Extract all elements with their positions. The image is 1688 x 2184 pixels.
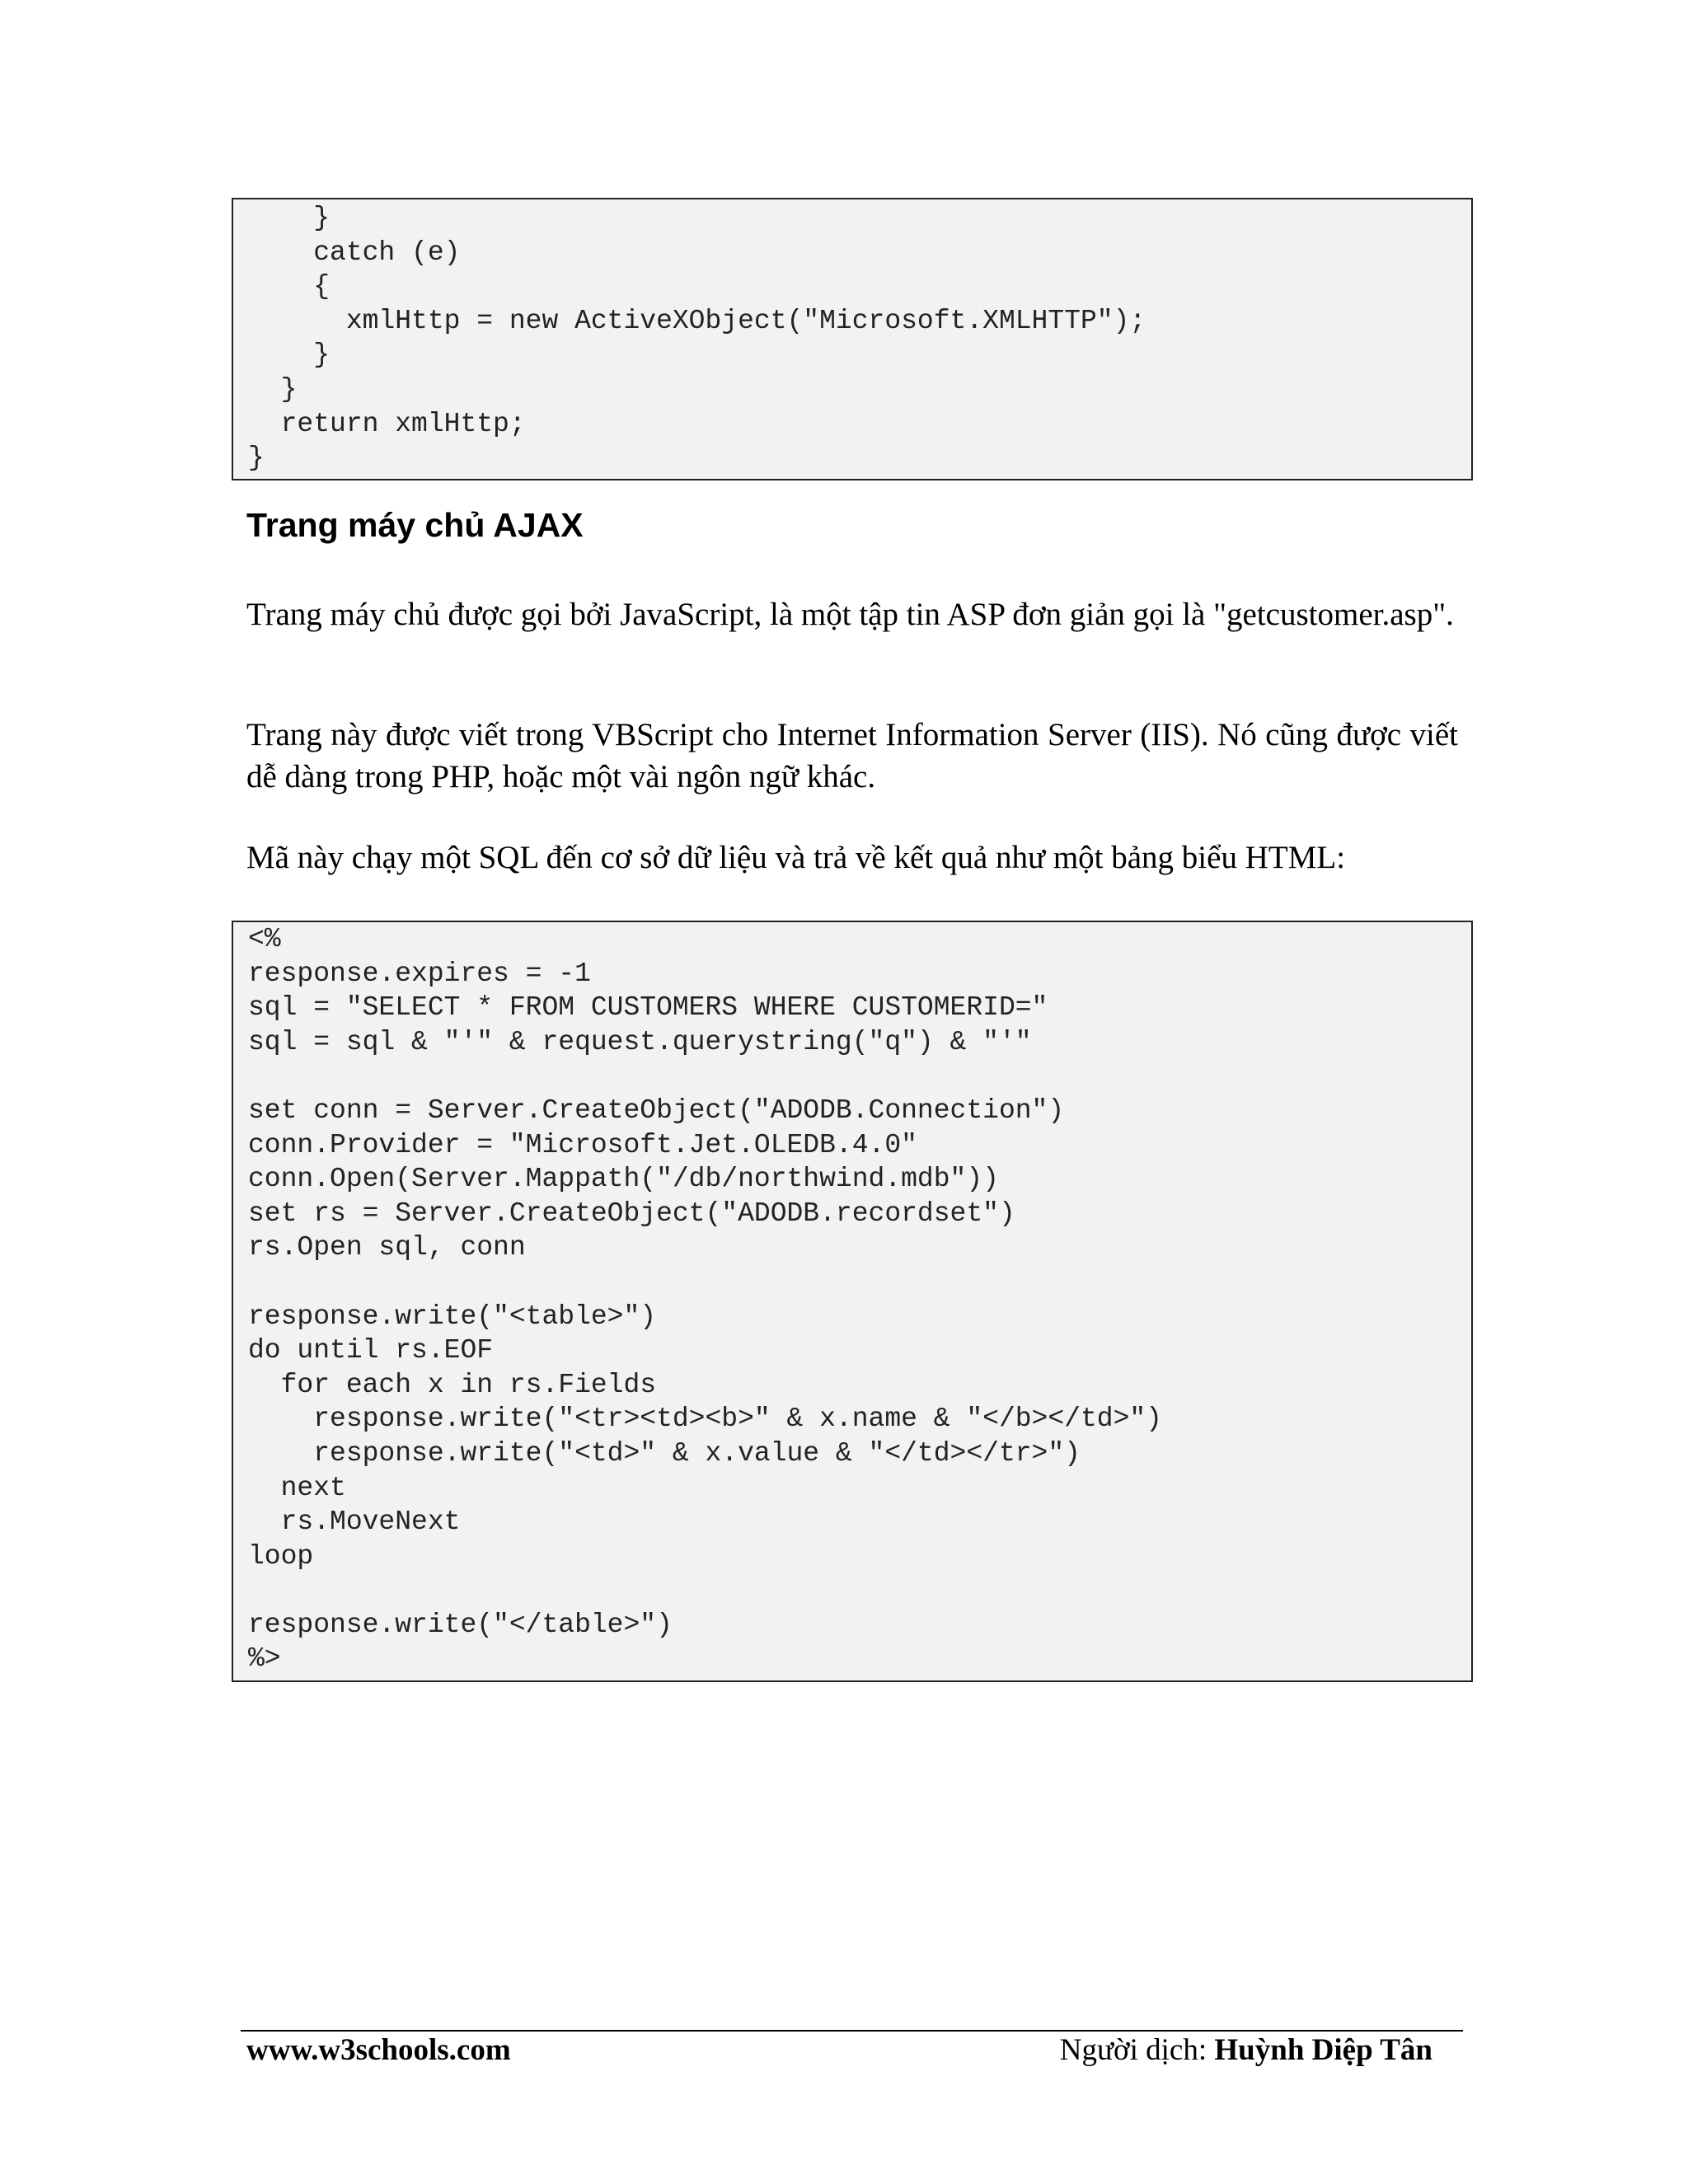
- code-line: }: [248, 373, 298, 405]
- paragraph-1: Trang máy chủ được gọi bởi JavaScript, là một tập tin ASP đơn giản gọi là "getcustomer.asp".: [246, 597, 1454, 632]
- code-line: next: [248, 1472, 346, 1503]
- code-line: {: [248, 271, 331, 302]
- code-line: conn.Open(Server.Mappath("/db/northwind.mdb")): [248, 1164, 999, 1195]
- code-block-1: [232, 198, 1473, 480]
- paragraph-2: Trang này được viết trong VBScript cho Internet Information Server (IIS). Nó cũng được viết dễ dàng trong PHP, hoặc một vài ngôn ngữ khác.: [246, 717, 1458, 794]
- code-line: }: [248, 340, 331, 371]
- footer-website: www.w3schools.com: [246, 2033, 511, 2067]
- code-line: sql = sql & "'" & request.querystring("q") & "'": [248, 1026, 1032, 1057]
- translator-name: Huỳnh Diệp Tân: [1214, 2033, 1432, 2067]
- code-line: response.write("<table>"): [248, 1301, 657, 1332]
- code-line: rs.Open sql, conn: [248, 1232, 526, 1263]
- code-block-2: [232, 921, 1473, 1682]
- code-line: conn.Provider = "Microsoft.Jet.OLEDB.4.0": [248, 1129, 917, 1160]
- code-line: set rs = Server.CreateObject("ADODB.recordset"): [248, 1197, 1015, 1229]
- code-line: loop: [248, 1540, 314, 1572]
- code-line: response.write("<tr><td><b>" & x.name & "</b></td>"): [248, 1404, 1162, 1435]
- code-line: [248, 1059, 1471, 1094]
- code-line: for each x in rs.Fields: [248, 1369, 657, 1400]
- footer-translator: [1060, 2032, 1432, 2068]
- code-line: xmlHttp = new ActiveXObject("Microsoft.XMLHTTP");: [248, 305, 1146, 336]
- code-line: [248, 1573, 1471, 1608]
- code-line: %>: [248, 1643, 281, 1675]
- code-line: do until rs.EOF: [248, 1335, 494, 1366]
- code-line: response.write("</table>"): [248, 1609, 673, 1640]
- code-line: return xmlHttp;: [248, 408, 526, 439]
- footer-divider: [241, 2030, 1463, 2032]
- code-line: response.expires = -1: [248, 958, 591, 989]
- code-line: catch (e): [248, 237, 461, 268]
- paragraph-3: Mã này chạy một SQL đến cơ sở dữ liệu và trả về kết quả như một bảng biểu HTML:: [246, 840, 1346, 875]
- translator-label: Người dịch:: [1059, 2033, 1215, 2067]
- code-line: sql = "SELECT * FROM CUSTOMERS WHERE CUSTOMERID=": [248, 992, 1048, 1024]
- code-line: [248, 1265, 1471, 1300]
- code-line: response.write("<td>" & x.value & "</td></tr>"): [248, 1437, 1081, 1469]
- code-line: <%: [248, 924, 281, 954]
- section-heading: Trang máy chủ AJAX: [246, 506, 584, 544]
- code-line: set conn = Server.CreateObject("ADODB.Connection"): [248, 1094, 1065, 1126]
- code-line: rs.MoveNext: [248, 1507, 461, 1538]
- code-line: }: [248, 203, 331, 233]
- code-line: }: [248, 443, 265, 474]
